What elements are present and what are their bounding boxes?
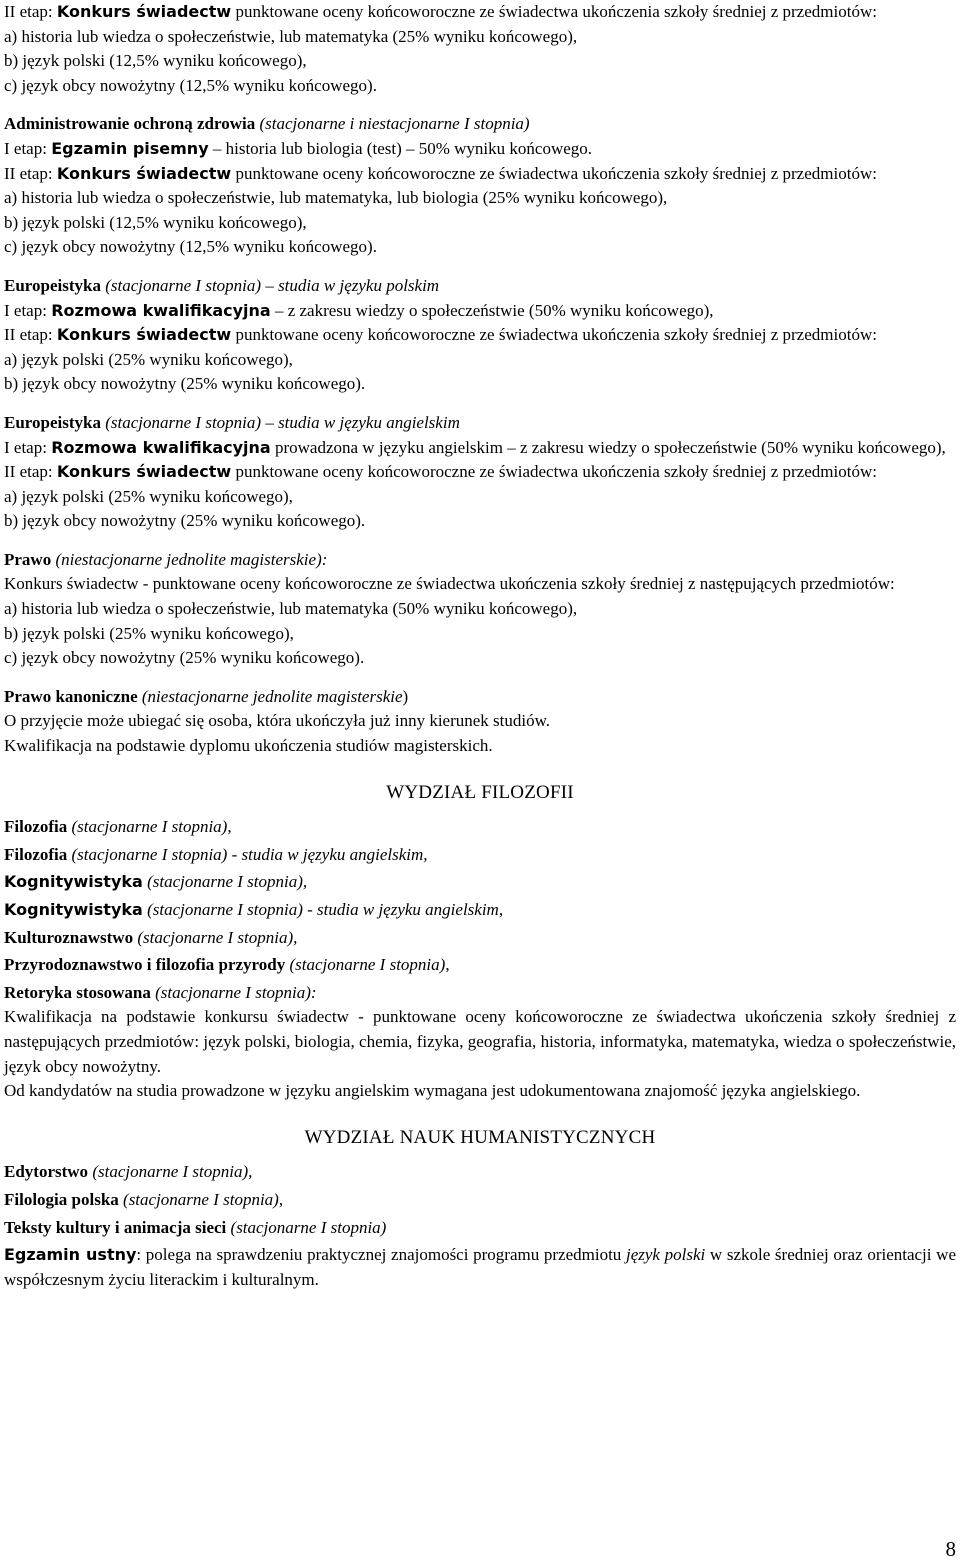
paren-close: ) [402, 686, 409, 706]
list-item: b) język obcy nowożytny (25% wyniku końcowego). [4, 511, 366, 531]
program-line [4, 815, 956, 840]
info-line: O przyjęcie może ubiegać się osoba, która ukończyła już inny kierunek studiów. [4, 711, 551, 731]
program-line [4, 870, 956, 895]
program-mode: (stacjonarne I stopnia), [142, 872, 308, 892]
program-name: Europeistyka [4, 412, 101, 432]
language-requirement-paragraph: Od kandydatów na studia prowadzone w języku angielskim wymagana jest udokumentowana znajomość języka angielskiego. [4, 1081, 861, 1101]
section-title [4, 411, 956, 436]
etap-text: punktowane oceny końcoworoczne ze świadectwa ukończenia szkoły średniej z przedmiotów: [231, 462, 877, 482]
etap-text: punktowane oceny końcoworoczne ze świadectwa ukończenia szkoły średniej z przedmiotów: [231, 163, 877, 183]
program-line [4, 926, 956, 951]
program-name: Edytorstwo [4, 1162, 89, 1182]
section-title [4, 685, 956, 710]
etap-1-paragraph [4, 299, 956, 324]
etap-label: I etap: [4, 300, 52, 320]
etap-1-paragraph [4, 137, 956, 162]
etap-text: – z zakresu wiedzy o społeczeństwie (50% wyniku końcowego), [270, 300, 714, 320]
program-line [4, 981, 956, 1006]
etap-2-paragraph [4, 0, 956, 25]
etap-bold: Konkurs świadectw [56, 163, 232, 183]
etap-label: II etap: [4, 462, 57, 482]
program-name: Kognitywistyka [4, 872, 143, 892]
program-name: Teksty kultury i animacja sieci [4, 1217, 227, 1237]
program-name: Przyrodoznawstwo i filozofia przyrody [4, 955, 286, 975]
exam-text: : polega na sprawdzeniu praktycznej znajomości programu przedmiotu [136, 1245, 626, 1265]
program-mode: (stacjonarne I stopnia) - studia w języku angielskim, [142, 900, 504, 919]
program-name: Retoryka stosowana [4, 982, 151, 1002]
program-name: Kulturoznawstwo [4, 927, 134, 947]
exam-label: Egzamin ustny [4, 1245, 137, 1265]
program-mode: (stacjonarne I stopnia), [118, 1189, 284, 1209]
list-item: a) język polski (25% wyniku końcowego), [4, 486, 293, 506]
etap-label: I etap: [4, 437, 52, 457]
etap-2-paragraph [4, 460, 956, 485]
etap-2-paragraph [4, 162, 956, 187]
etap-label: II etap: [4, 325, 57, 345]
program-mode: (stacjonarne I stopnia) [226, 1217, 387, 1237]
list-item: c) język obcy nowożytny (25% wyniku końcowego). [4, 648, 365, 668]
info-line: Kwalifikacja na podstawie dyplomu ukończenia studiów magisterskich. [4, 736, 493, 756]
etap-1-paragraph [4, 436, 956, 461]
intro-paragraph: Konkurs świadectw - punktowane oceny końcoworoczne ze świadectwa ukończenia szkoły średniej z następujących przedmiotów: [4, 574, 895, 594]
program-mode: (niestacjonarne jednolite magisterskie [137, 686, 403, 706]
program-mode: (niestacjonarne jednolite magisterskie): [51, 549, 328, 569]
list-item: c) język obcy nowożytny (12,5% wyniku końcowego). [4, 237, 377, 257]
etap-text: – historia lub biologia (test) – 50% wyniku końcowego. [208, 138, 593, 158]
section-title [4, 548, 956, 573]
program-mode: (stacjonarne I stopnia), [88, 1162, 253, 1182]
list-item: b) język polski (12,5% wyniku końcowego), [4, 212, 307, 232]
program-line [4, 1216, 956, 1241]
program-name: Filologia polska [4, 1189, 119, 1209]
etap-label: I etap: [4, 138, 52, 158]
list-item: a) historia lub wiedza o społeczeństwie, lub matematyka (50% wyniku końcowego), [4, 599, 578, 619]
program-line [4, 1160, 956, 1185]
program-mode: (stacjonarne I stopnia) - studia w języku angielskim, [67, 844, 428, 864]
etap-bold: Konkurs świadectw [56, 462, 232, 482]
etap-bold: Rozmowa kwalifikacyjna [51, 437, 271, 457]
program-name: Europeistyka [4, 275, 101, 295]
exam-paragraph [4, 1243, 956, 1292]
program-mode: (stacjonarne I stopnia) – studia w języku polskim [101, 275, 440, 295]
etap-text: punktowane oceny końcoworoczne ze świadectwa ukończenia szkoły średniej z przedmiotów: [231, 325, 877, 345]
program-mode: (stacjonarne I stopnia), [133, 927, 298, 947]
etap-label: II etap: [4, 2, 57, 21]
program-name: Kognitywistyka [4, 900, 143, 919]
program-line [4, 843, 956, 868]
section-title [4, 274, 956, 299]
exam-text: w szkole średniej oraz orientacji we współczesnym życiu literackim i kulturalnym. [4, 1245, 956, 1289]
list-item: b) język obcy nowożytny (25% wyniku końcowego). [4, 374, 366, 394]
document-page [4, 0, 956, 1292]
etap-bold: Rozmowa kwalifikacyjna [51, 300, 271, 320]
etap-text: punktowane oceny końcoworoczne ze świadectwa ukończenia szkoły średniej z przedmiotów: [231, 2, 877, 21]
list-item: b) język polski (25% wyniku końcowego), [4, 623, 294, 643]
etap-bold: Egzamin pisemny [51, 138, 209, 158]
program-name: Prawo [4, 549, 52, 569]
faculty-heading: WYDZIAŁ FILOZOFII [386, 781, 574, 803]
list-item: b) język polski (12,5% wyniku końcowego), [4, 51, 307, 71]
list-item: a) język polski (25% wyniku końcowego), [4, 349, 293, 369]
etap-bold: Konkurs świadectw [56, 325, 232, 345]
list-item: a) historia lub wiedza o społeczeństwie, lub matematyka (25% wyniku końcowego), [4, 26, 578, 46]
program-mode: (stacjonarne I stopnia), [67, 817, 232, 837]
program-mode: (stacjonarne I stopnia): [150, 982, 317, 1002]
etap-text: prowadzona w języku angielskim – z zakresu wiedzy o społeczeństwie (50% wyniku końcowego), [270, 437, 946, 457]
qualification-paragraph: Kwalifikacja na podstawie konkursu świadectw - punktowane oceny końcoworoczne ze świadectwa ukończenia szkoły średniej z następujących przedmiotów: język polski, biologia, chemia, fizyka, geografia, historia, informatyka, matematyka, wiedza o społeczeństwie, język obcy nowożytny. [4, 1007, 956, 1076]
page-number: 8 [945, 1537, 956, 1561]
program-mode: (stacjonarne I stopnia) – studia w języku angielskim [101, 412, 460, 432]
program-line [4, 898, 956, 923]
subject-name: język polski [625, 1245, 706, 1265]
program-line [4, 1188, 956, 1213]
program-name: Filozofia [4, 844, 68, 864]
etap-bold: Konkurs świadectw [56, 2, 232, 21]
list-item: a) historia lub wiedza o społeczeństwie, lub matematyka, lub biologia (25% wyniku końcowego), [4, 188, 668, 208]
program-mode: (stacjonarne I stopnia), [285, 955, 450, 975]
program-name: Filozofia [4, 817, 68, 837]
faculty-heading: WYDZIAŁ NAUK HUMANISTYCZNYCH [304, 1126, 656, 1148]
program-mode: (stacjonarne i niestacjonarne I stopnia) [255, 114, 530, 134]
list-item: c) język obcy nowożytny (12,5% wyniku końcowego). [4, 75, 377, 95]
program-name: Prawo kanoniczne [4, 686, 138, 706]
section-title [4, 112, 956, 137]
program-line [4, 953, 956, 978]
etap-2-paragraph [4, 323, 956, 348]
etap-label: II etap: [4, 163, 57, 183]
program-name: Administrowanie ochroną zdrowia [4, 114, 256, 134]
